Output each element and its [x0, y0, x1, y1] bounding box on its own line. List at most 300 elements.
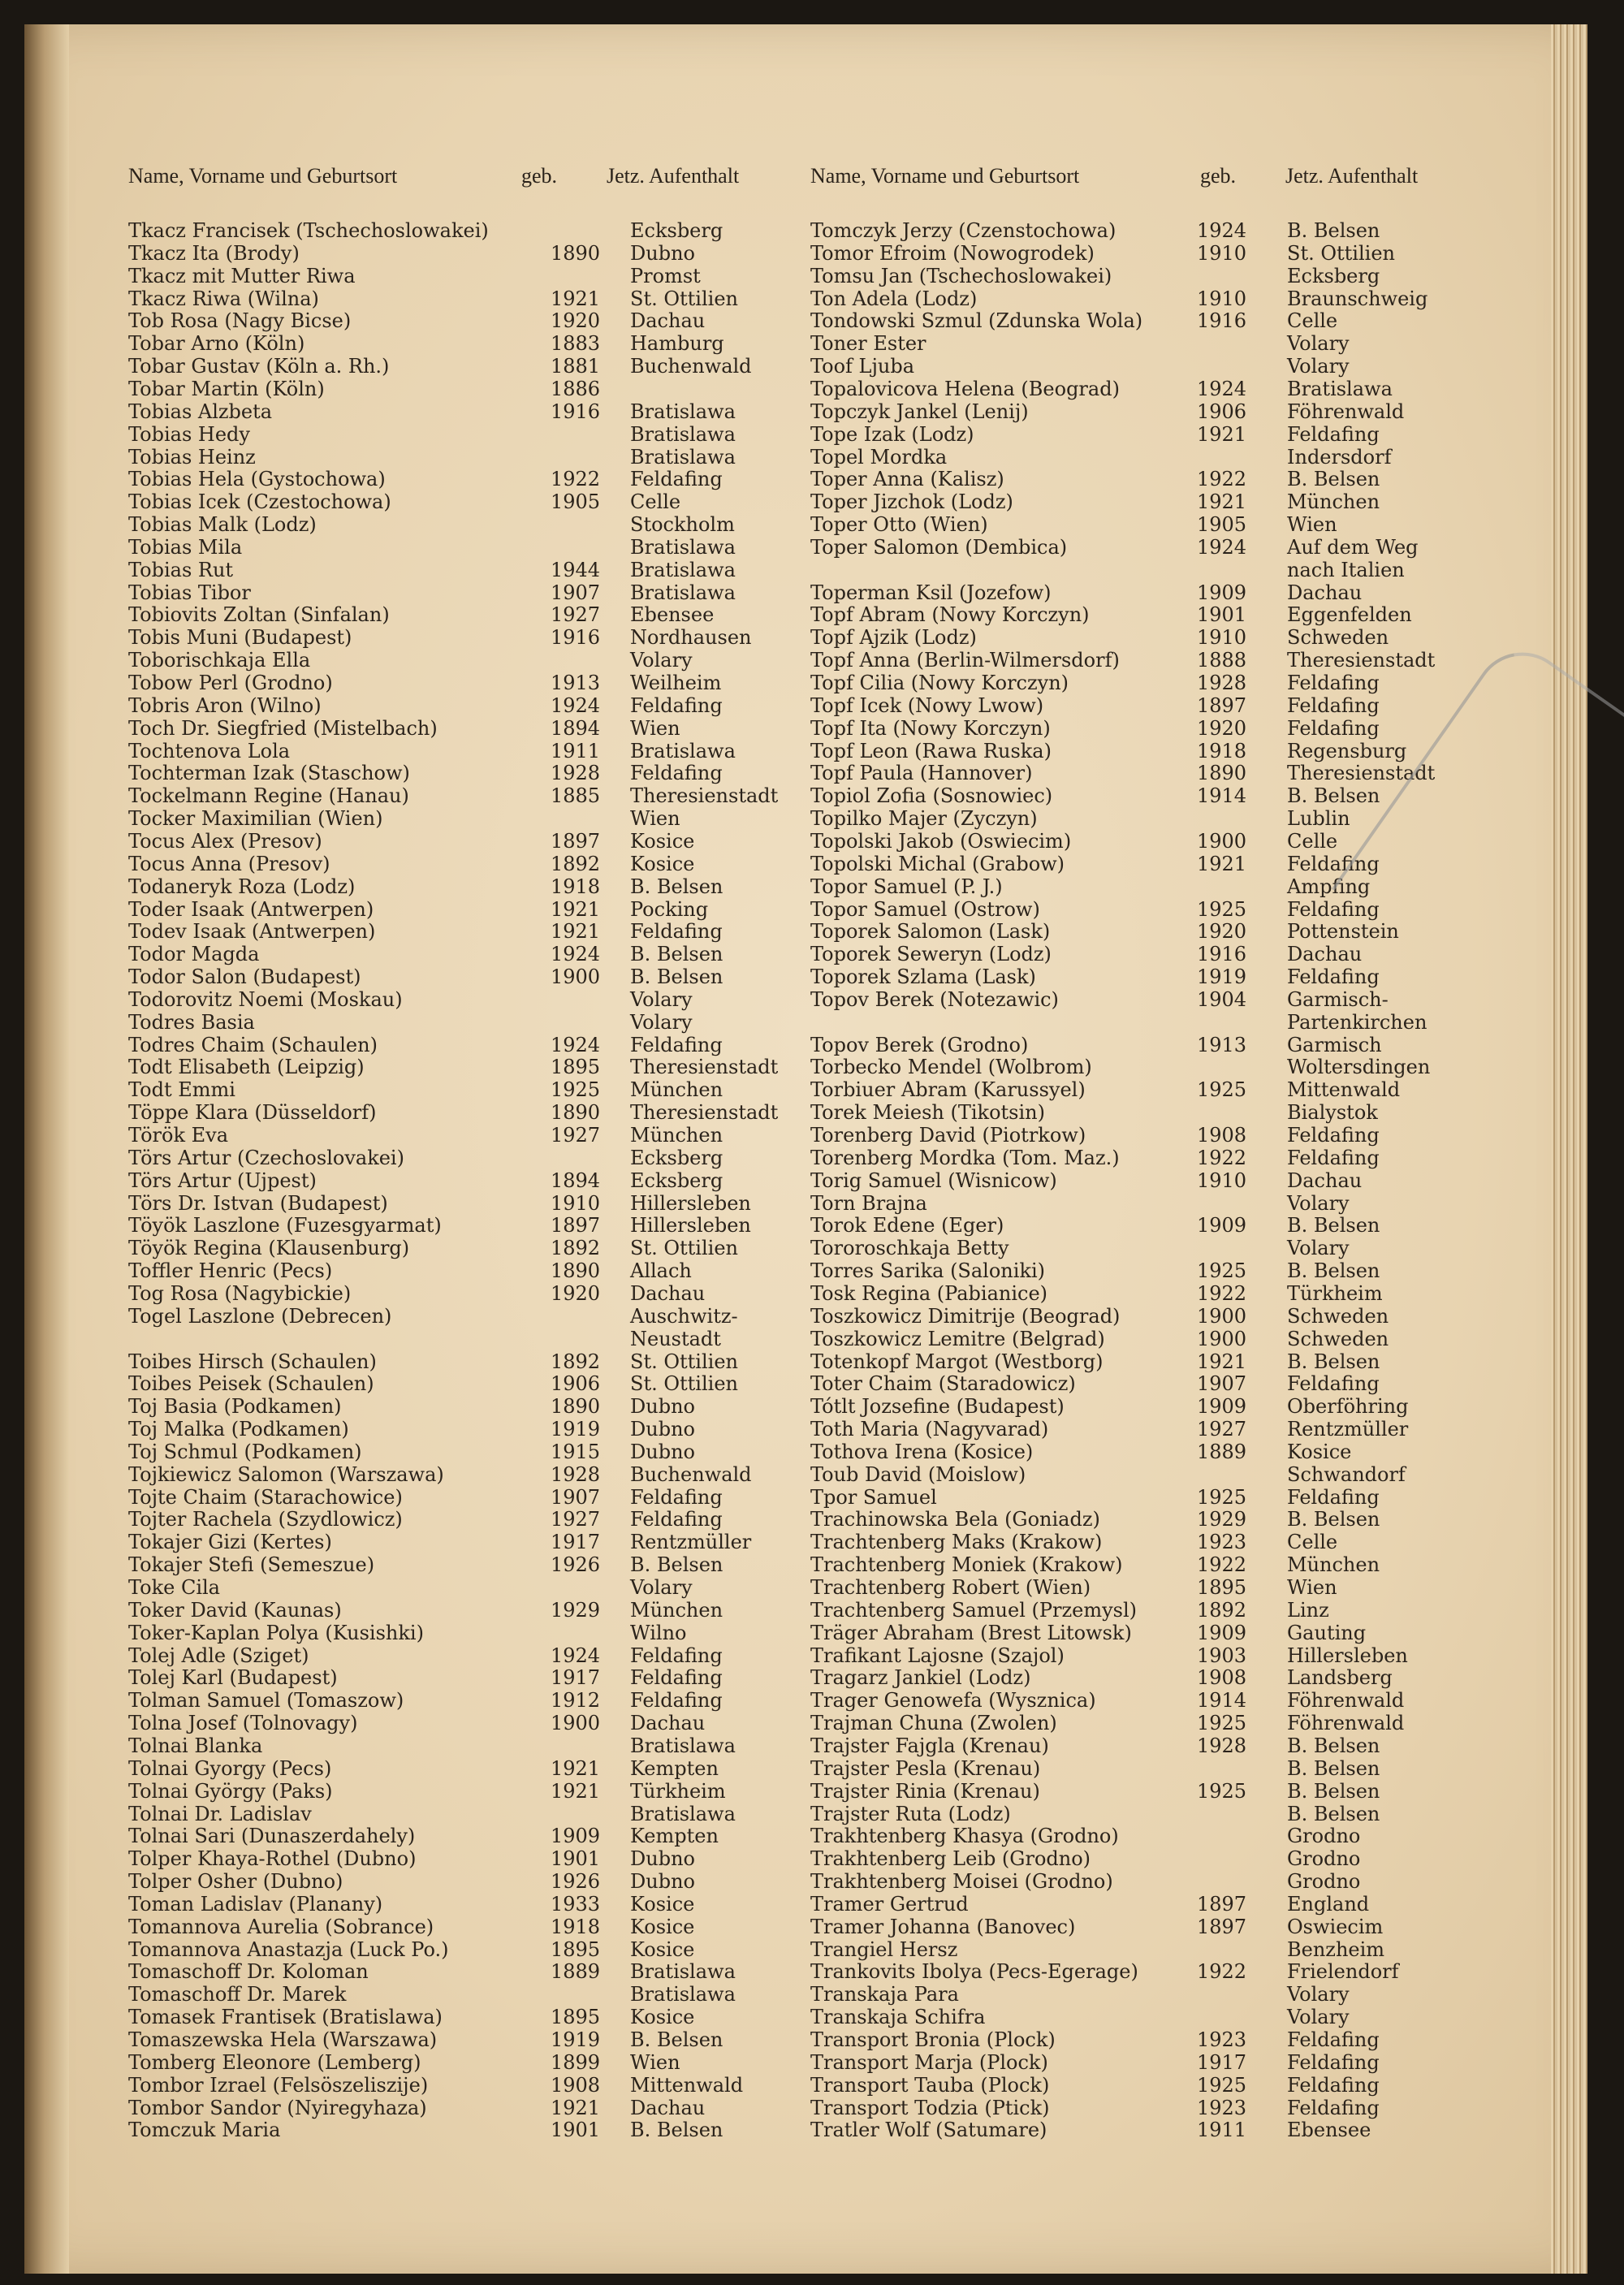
entry-year: 1923 — [1197, 2096, 1247, 2119]
entry-name: Toj Malka (Podkamen) — [128, 1418, 349, 1441]
entry-name: Trachinowska Bela (Goniadz) — [810, 1508, 1100, 1531]
entry-location: St. Ottilien — [630, 1237, 738, 1260]
entry-location: Föhrenwald — [1287, 1712, 1405, 1735]
entry-row — [810, 626, 1501, 649]
entry-name: Tkacz Francisek (Tschechoslowakei) — [128, 219, 489, 242]
entry-row — [128, 468, 794, 490]
entry-location: Feldafing — [630, 468, 723, 491]
entry-name: Tobis Muni (Budapest) — [128, 626, 352, 650]
entry-row — [810, 423, 1501, 446]
entry-location: St. Ottilien — [630, 1350, 738, 1373]
entry-name: Transkaja Para — [810, 1983, 959, 2006]
entry-row — [810, 559, 1501, 581]
entry-name: Topalovicova Helena (Beograd) — [810, 377, 1120, 400]
entry-location: Theresienstadt — [630, 1101, 779, 1125]
entry-name: Toch Dr. Siegfried (Mistelbach) — [128, 716, 438, 740]
entry-row — [810, 1757, 1501, 1780]
entry-row — [810, 1689, 1501, 1712]
entry-row — [810, 1712, 1501, 1734]
entry-row — [128, 1056, 794, 1078]
entry-location: Linz — [1287, 1598, 1329, 1622]
entry-year: 1909 — [551, 1825, 601, 1848]
entry-row — [128, 1259, 794, 1282]
entry-name: Tochtenova Lola — [128, 739, 291, 762]
entry-location: Hamburg — [630, 332, 724, 356]
entry-location: Celle — [1287, 1531, 1338, 1554]
entry-year: 1907 — [551, 1485, 601, 1509]
entry-row — [810, 490, 1501, 513]
entry-name: Tolper Osher (Dubno) — [128, 1870, 343, 1894]
left-header-name: Name, Vorname und Geburtsort — [128, 164, 398, 188]
entry-row — [128, 1666, 794, 1689]
entry-year: 1897 — [1197, 693, 1247, 717]
entry-row — [128, 309, 794, 332]
entry-location: Ecksberg — [630, 1146, 723, 1169]
entry-row — [810, 1734, 1501, 1757]
entry-name: Tomberg Eleonore (Lemberg) — [128, 2050, 421, 2074]
entry-location: Bialystok — [1287, 1101, 1378, 1125]
entry-name: Toj Schmul (Podkamen) — [128, 1440, 362, 1463]
entry-name: Toibes Hirsch (Schaulen) — [128, 1350, 377, 1373]
entry-name: Trager Genowefa (Wysznica) — [810, 1689, 1096, 1713]
entry-row — [810, 1666, 1501, 1689]
entry-location: Feldafing — [630, 1666, 723, 1690]
entry-row — [810, 446, 1501, 469]
entry-row — [810, 1056, 1501, 1078]
entry-name: Topilko Majer (Zyczyn) — [810, 807, 1038, 831]
entry-name: Torenberg Mordka (Tom. Maz.) — [810, 1146, 1120, 1169]
entry-name: Trakhtenberg Khasya (Grodno) — [810, 1825, 1119, 1848]
entry-location: Dubno — [630, 1418, 695, 1441]
entry-location: Dubno — [630, 1440, 695, 1463]
entry-year: 1894 — [551, 716, 601, 740]
entry-row — [128, 1712, 794, 1734]
right-header-place: Jetz. Aufenthalt — [1285, 164, 1419, 188]
entry-location: Kosice — [630, 852, 695, 875]
entry-row — [810, 1034, 1501, 1056]
entry-name: Tobiovits Zoltan (Sinfalan) — [128, 603, 390, 627]
entry-name: Trajman Chuna (Zwolen) — [810, 1712, 1057, 1735]
entry-row — [810, 965, 1501, 988]
entry-name: Tobias Icek (Czestochowa) — [128, 490, 391, 514]
entry-year: 1924 — [551, 693, 601, 717]
entry-row — [128, 1147, 794, 1169]
entry-row — [128, 423, 794, 446]
entry-name: Tolnai Sari (Dunaszerdahely) — [128, 1825, 416, 1848]
entry-name: Tolman Samuel (Tomaszow) — [128, 1689, 404, 1713]
entry-row — [810, 943, 1501, 965]
entry-row — [128, 1214, 794, 1237]
entry-name: Topf Icek (Nowy Lwow) — [810, 693, 1044, 717]
entry-location: B. Belsen — [1287, 219, 1380, 242]
entry-location: B. Belsen — [1287, 1779, 1380, 1803]
entry-name: Toszkowicz Dimitrije (Beograd) — [810, 1304, 1121, 1328]
entry-location: Braunschweig — [1287, 287, 1428, 310]
entry-location: Frielendorf — [1287, 1960, 1399, 1984]
entry-name: Trakhtenberg Leib (Grodno) — [810, 1847, 1091, 1871]
entry-name: Toper Anna (Kalisz) — [810, 468, 1004, 491]
entry-name: Tomczyk Jerzy (Czenstochowa) — [810, 219, 1116, 242]
entry-name: Tomannova Anastazja (Luck Po.) — [128, 1937, 449, 1961]
entry-location: München — [630, 1124, 723, 1147]
entry-name: Toffler Henric (Pecs) — [128, 1259, 333, 1283]
entry-name: Torenberg David (Piotrkow) — [810, 1124, 1086, 1147]
entry-name: Tob Rosa (Nagy Bicse) — [128, 309, 352, 333]
entry-location: Pottenstein — [1287, 920, 1399, 944]
entry-row — [128, 943, 794, 965]
entry-name: Tondowski Szmul (Zdunska Wola) — [810, 309, 1143, 333]
entry-row — [810, 1508, 1501, 1531]
entry-year: 1917 — [1197, 2050, 1247, 2074]
entry-year: 1920 — [1197, 716, 1247, 740]
entry-year: 1924 — [551, 943, 601, 966]
entry-location: Ecksberg — [1287, 264, 1380, 287]
entry-name: Tobias Malk (Lodz) — [128, 513, 317, 537]
entry-name: Tomsu Jan (Tschechoslowakei) — [810, 264, 1112, 287]
entry-name: Tkacz Ita (Brody) — [128, 241, 300, 265]
entry-row — [810, 1553, 1501, 1576]
entry-location: Kosice — [1287, 1440, 1352, 1463]
entry-name: Topolski Jakob (Oswiecim) — [810, 829, 1072, 853]
entry-location: Feldafing — [1287, 1124, 1380, 1147]
entry-year: 1892 — [551, 1350, 601, 1373]
entry-location: Mittenwald — [630, 2073, 744, 2097]
entry-row — [128, 784, 794, 807]
entry-row — [810, 2028, 1501, 2051]
entry-row — [810, 1847, 1501, 1870]
entry-name: Toder Isaak (Antwerpen) — [128, 897, 374, 921]
entry-year: 1927 — [551, 1124, 601, 1147]
entry-year: 1929 — [1197, 1508, 1247, 1531]
entry-row — [810, 1622, 1501, 1644]
entry-location: Ebensee — [630, 603, 715, 627]
entry-name: Tobris Aron (Wilno) — [128, 693, 322, 717]
entry-year: 1890 — [1197, 762, 1247, 785]
entry-location: Schweden — [1287, 1304, 1389, 1328]
entry-location: Bratislawa — [630, 1960, 736, 1984]
entry-year: 1910 — [1197, 241, 1247, 265]
entry-row — [128, 853, 794, 875]
entry-year: 1928 — [1197, 672, 1247, 694]
entry-name: Tobias Mila — [128, 535, 243, 559]
entry-name: Tojte Chaim (Starachowice) — [128, 1485, 403, 1509]
entry-row — [810, 1147, 1501, 1169]
entry-location: Rentzmüller — [630, 1531, 752, 1554]
entry-name: Toper Jizchok (Lodz) — [810, 490, 1013, 514]
entry-location: Pocking — [630, 897, 709, 921]
entry-location: B. Belsen — [1287, 468, 1380, 491]
entry-year: 1922 — [1197, 1281, 1247, 1305]
entry-location: Feldafing — [1287, 897, 1380, 921]
entry-name: Trakhtenberg Moisei (Grodno) — [810, 1870, 1113, 1894]
entry-row — [810, 1305, 1501, 1328]
entry-name: Trajster Pesla (Krenau) — [810, 1756, 1041, 1780]
entry-row — [128, 1553, 794, 1576]
entry-name: Torek Meiesh (Tikotsin) — [810, 1101, 1045, 1125]
entry-name: Toper Salomon (Dembica) — [810, 535, 1068, 559]
entry-location: Nordhausen — [630, 626, 752, 650]
entry-row — [810, 1441, 1501, 1463]
entry-location: Kosice — [630, 829, 695, 853]
entry-name: Topf Ita (Nowy Korczyn) — [810, 716, 1051, 740]
entry-location: München — [1287, 1553, 1380, 1577]
entry-row — [810, 1486, 1501, 1509]
entry-name: Törs Dr. Istvan (Budapest) — [128, 1191, 388, 1215]
entry-location: B. Belsen — [1287, 1756, 1380, 1780]
entry-year: 1905 — [1197, 513, 1247, 537]
entry-location: Bratislawa — [630, 1734, 736, 1757]
entry-name: Toporek Salomon (Lask) — [810, 920, 1051, 944]
entry-year: 1925 — [1197, 1259, 1247, 1283]
entry-year: 1911 — [551, 739, 601, 762]
entry-location: Bratislawa — [630, 445, 736, 469]
entry-name: Töyök Laszlone (Fuzesgyarmat) — [128, 1214, 442, 1238]
entry-name: Trankovits Ibolya (Pecs-Egerage) — [810, 1960, 1138, 1984]
entry-year: 1918 — [1197, 739, 1247, 762]
entry-row — [128, 1237, 794, 1259]
entry-location: Volary — [630, 1010, 693, 1034]
entry-location: Kosice — [630, 1915, 695, 1938]
entry-location: Volary — [1287, 1237, 1350, 1260]
entry-name: Tramer Gertrud — [810, 1892, 969, 1916]
entry-year: 1901 — [551, 1847, 601, 1871]
entry-row — [810, 287, 1501, 310]
entry-row — [810, 468, 1501, 490]
entry-location: Oswiecim — [1287, 1915, 1384, 1938]
entry-location: Feldafing — [1287, 1146, 1380, 1169]
entry-name: Tolna Josef (Tolnovagy) — [128, 1712, 358, 1735]
entry-row — [810, 1078, 1501, 1101]
entry-year: 1890 — [551, 241, 601, 265]
entry-row — [810, 740, 1501, 762]
entry-row — [810, 603, 1501, 626]
entry-location: B. Belsen — [1287, 1734, 1380, 1757]
entry-location: Hillersleben — [630, 1214, 751, 1238]
entry-year: 1885 — [551, 784, 601, 808]
entry-year: 1909 — [1197, 1395, 1247, 1419]
entry-name: Topolski Michal (Grabow) — [810, 852, 1065, 875]
entry-row — [810, 2074, 1501, 2097]
entry-name: Topczyk Jankel (Lenij) — [810, 400, 1029, 423]
entry-name: Tobias Tibor — [128, 581, 251, 604]
entry-name: Tojkiewicz Salomon (Warszawa) — [128, 1462, 444, 1486]
entry-year: 1895 — [551, 1937, 601, 1961]
entry-year: 1890 — [551, 1395, 601, 1419]
entry-name: Transport Bronia (Plock) — [810, 2028, 1056, 2051]
entry-location: Theresienstadt — [630, 784, 779, 808]
entry-name: Tomaschoff Dr. Koloman — [128, 1960, 369, 1984]
entry-name: Toborischkaja Ella — [128, 649, 311, 672]
entry-name: Tobar Arno (Köln) — [128, 332, 305, 356]
entry-row — [128, 2028, 794, 2051]
entry-year: 1916 — [1197, 309, 1247, 333]
entry-location: B. Belsen — [630, 2028, 723, 2051]
entry-row — [810, 265, 1501, 287]
entry-year: 1926 — [551, 1870, 601, 1894]
entry-location: Grodno — [1287, 1847, 1361, 1871]
entry-name: Transport Tauba (Plock) — [810, 2073, 1050, 2097]
entry-year: 1924 — [1197, 377, 1247, 400]
entry-name: Tolnai Blanka — [128, 1734, 263, 1757]
entry-year: 1910 — [551, 1191, 601, 1215]
entry-location: Volary — [1287, 355, 1350, 378]
entry-row — [810, 649, 1501, 672]
entry-name: Transport Marja (Plock) — [810, 2050, 1048, 2074]
entry-year: 1894 — [551, 1168, 601, 1192]
entry-name: Tomaszewska Hela (Warszawa) — [128, 2028, 438, 2051]
entry-location: Partenkirchen — [1287, 1010, 1427, 1034]
entry-location: St. Ottilien — [630, 1372, 738, 1396]
entry-name: Torn Brajna — [810, 1191, 927, 1215]
entry-location: Theresienstadt — [1287, 762, 1436, 785]
entry-name: Tkacz Riwa (Wilna) — [128, 287, 319, 310]
entry-row — [128, 694, 794, 717]
entry-location: Neustadt — [630, 1327, 721, 1350]
entry-row — [128, 1531, 794, 1553]
entry-location: Wien — [630, 807, 680, 831]
entry-name: Töyök Regina (Klausenburg) — [128, 1237, 410, 1260]
entry-row — [128, 1780, 794, 1803]
entry-location: Buchenwald — [630, 1462, 752, 1486]
entry-name: Tobar Gustav (Köln a. Rh.) — [128, 355, 390, 378]
entry-location: B. Belsen — [1287, 1259, 1380, 1283]
entry-row — [810, 1599, 1501, 1622]
entry-row — [810, 2119, 1501, 2141]
entry-location: Garmisch — [1287, 1033, 1382, 1056]
entry-row — [128, 830, 794, 853]
entry-name: Torbecko Mendel (Wolbrom) — [810, 1056, 1092, 1079]
entry-location: Bratislawa — [630, 535, 736, 559]
entry-year: 1944 — [551, 558, 601, 581]
entry-location: Indersdorf — [1287, 445, 1392, 469]
entry-location: Dubno — [630, 1870, 695, 1894]
entry-name: Todorovitz Noemi (Moskau) — [128, 987, 403, 1011]
entry-row — [810, 513, 1501, 536]
entry-year: 1917 — [551, 1666, 601, 1690]
entry-name: Tothova Irena (Kosice) — [810, 1440, 1034, 1463]
entry-location: Grodno — [1287, 1870, 1361, 1894]
entry-name: Topiol Zofia (Sosnowiec) — [810, 784, 1053, 808]
entry-row — [128, 378, 794, 400]
entry-location: Türkheim — [630, 1779, 726, 1803]
entry-year: 1900 — [1197, 1327, 1247, 1350]
entry-location: Bratislawa — [630, 558, 736, 581]
entry-location: B. Belsen — [630, 965, 723, 989]
entry-year: 1927 — [551, 603, 601, 627]
entry-name: Toporek Seweryn (Lodz) — [810, 943, 1052, 966]
entry-row — [810, 1350, 1501, 1373]
entry-year: 1888 — [1197, 649, 1247, 672]
entry-name: Todor Salon (Budapest) — [128, 965, 361, 989]
entry-location: Volary — [630, 1576, 693, 1599]
entry-row — [128, 332, 794, 355]
entry-row — [128, 1576, 794, 1599]
entry-name: Todres Chaim (Schaulen) — [128, 1033, 378, 1056]
entry-row — [810, 1916, 1501, 1938]
entry-year: 1920 — [1197, 920, 1247, 944]
book-gutter — [24, 24, 69, 2274]
entry-name: Tororoschkaja Betty — [810, 1237, 1009, 1260]
entry-year: 1890 — [551, 1259, 601, 1283]
entry-name: Tobias Rut — [128, 558, 234, 581]
entry-location: Feldafing — [1287, 2073, 1380, 2097]
entry-location: B. Belsen — [630, 943, 723, 966]
entry-row — [128, 536, 794, 559]
entry-name: Topel Mordka — [810, 445, 948, 469]
entry-year: 1922 — [1197, 1146, 1247, 1169]
entry-year: 1923 — [1197, 1531, 1247, 1554]
entry-year: 1921 — [1197, 490, 1247, 514]
entry-location: St. Ottilien — [1287, 241, 1395, 265]
entry-location: Feldafing — [630, 1485, 723, 1509]
entry-row — [128, 1350, 794, 1373]
entry-row — [810, 1870, 1501, 1893]
entry-year: 1903 — [1197, 1644, 1247, 1667]
entry-row — [128, 1644, 794, 1667]
entry-name: Trachtenberg Moniek (Krakow) — [810, 1553, 1123, 1577]
entry-location: Dachau — [630, 1712, 706, 1735]
entry-year: 1908 — [1197, 1124, 1247, 1147]
entry-name: Topov Berek (Notezawic) — [810, 987, 1059, 1011]
entry-location: Rentzmüller — [1287, 1418, 1409, 1441]
entry-year: 1908 — [1197, 1666, 1247, 1690]
entry-row — [128, 1757, 794, 1780]
entry-row — [128, 1916, 794, 1938]
entry-row — [128, 1599, 794, 1622]
entry-year: 1881 — [551, 355, 601, 378]
entry-row — [810, 1576, 1501, 1599]
entry-row — [128, 875, 794, 898]
entry-name: Trachtenberg Maks (Krakow) — [810, 1531, 1103, 1554]
entry-row — [128, 965, 794, 988]
entry-name: Träger Abraham (Brest Litowsk) — [810, 1621, 1132, 1644]
entry-year: 1921 — [1197, 422, 1247, 446]
entry-name: Tombor Izrael (Felsöszeliszije) — [128, 2073, 429, 2097]
entry-name: Ton Adela (Lodz) — [810, 287, 978, 310]
entry-name: Toub David (Moislow) — [810, 1462, 1026, 1486]
entry-year: 1919 — [1197, 965, 1247, 989]
entry-name: Trajster Rinia (Krenau) — [810, 1779, 1040, 1803]
entry-name: Transkaja Schifra — [810, 2006, 986, 2029]
entry-row — [128, 1825, 794, 1847]
entry-name: Tomasek Frantisek (Bratislawa) — [128, 2006, 443, 2029]
entry-name: Topf Abram (Nowy Korczyn) — [810, 603, 1090, 627]
entry-location: Kosice — [630, 2006, 695, 2029]
entry-name: Topf Paula (Hannover) — [810, 762, 1033, 785]
entry-name: Toper Otto (Wien) — [810, 513, 988, 537]
entry-location: Feldafing — [1287, 852, 1380, 875]
entry-location: B. Belsen — [630, 875, 723, 898]
entry-location: Gauting — [1287, 1621, 1367, 1644]
entry-location: Feldafing — [630, 762, 723, 785]
entry-location: B. Belsen — [1287, 784, 1380, 808]
entry-row — [810, 1259, 1501, 1282]
entry-row — [128, 265, 794, 287]
entry-year: 1890 — [551, 1101, 601, 1125]
entry-location: Lublin — [1287, 807, 1350, 831]
entry-location: Allach — [630, 1259, 692, 1283]
entry-year: 1927 — [551, 1508, 601, 1531]
entry-year: 1899 — [551, 2050, 601, 2074]
entry-location: Volary — [630, 649, 693, 672]
entry-name: Tolnai György (Paks) — [128, 1779, 333, 1803]
entry-year: 1921 — [551, 920, 601, 944]
entry-name: Topor Samuel (P. J.) — [810, 875, 1003, 898]
entry-name: Transport Todzia (Ptick) — [810, 2096, 1050, 2119]
entry-row — [128, 762, 794, 784]
entry-year: 1924 — [551, 1644, 601, 1667]
entry-year: 1925 — [1197, 1485, 1247, 1509]
